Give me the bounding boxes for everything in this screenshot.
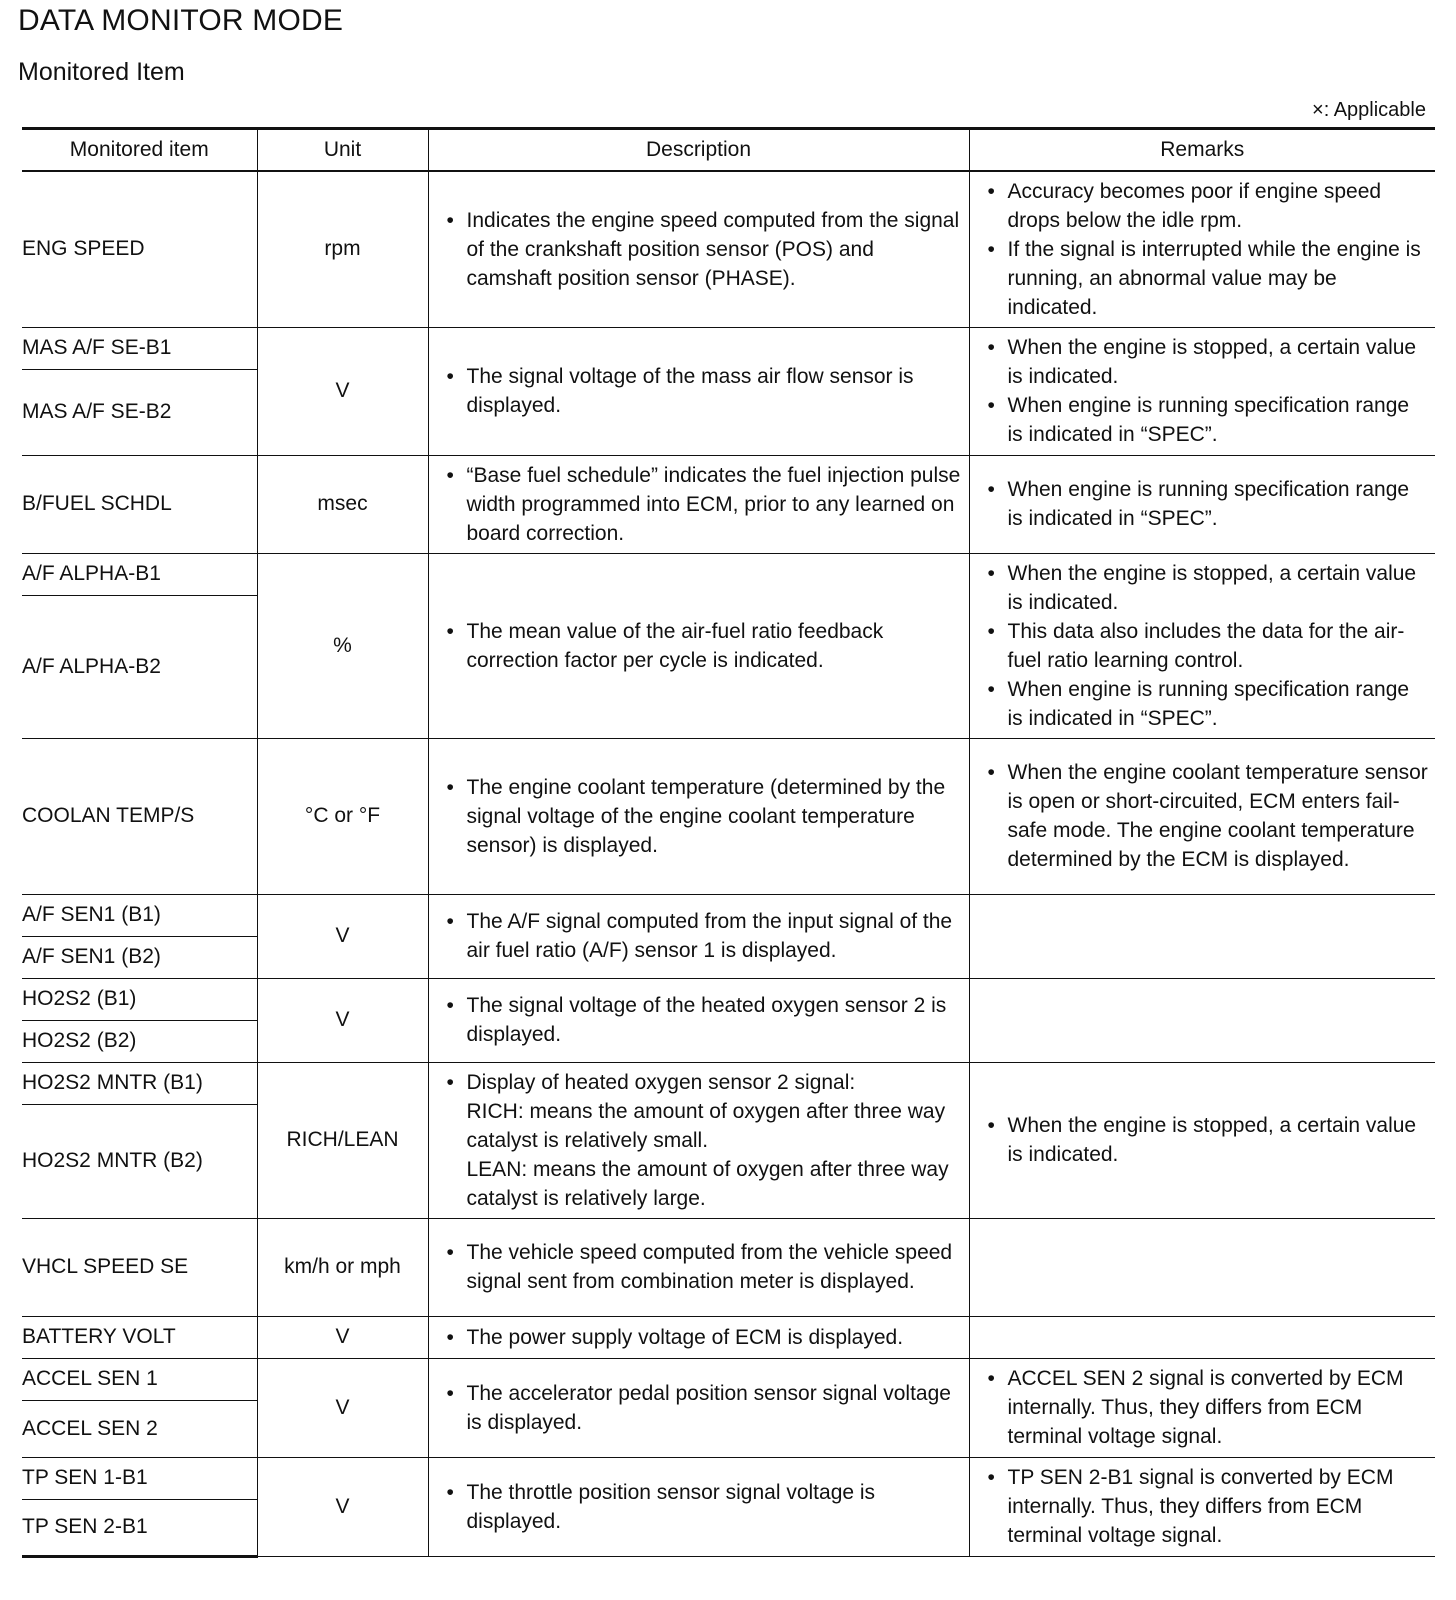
remarks-list [970,758,1436,874]
unit-cell: V [257,327,428,455]
description-list [429,773,969,860]
header-unit: Unit [257,129,428,172]
remark-bullet: • ACCEL SEN 2 signal is converted by ECM internally. Thus, they differs from ECM terminal voltage signal. [988,1364,1430,1451]
remarks-cell [969,1358,1435,1457]
remarks-cell [969,171,1435,327]
remarks-cell [969,978,1435,1062]
remarks-list [970,1364,1436,1451]
table-row [22,738,1435,894]
description-list [429,1478,969,1536]
description-list [429,1068,969,1213]
monitored-item-cell: COOLAN TEMP/S [22,738,257,894]
description-bullet: • The throttle position sensor signal voltage is displayed. [447,1478,963,1536]
description-bullet: • The power supply voltage of ECM is displayed. [447,1323,963,1352]
remarks-cell [969,455,1435,553]
table-header-row [22,129,1435,172]
description-list [429,907,969,965]
header-remarks: Remarks [969,129,1435,172]
remark-bullet: • When engine is running specification range is indicated in “SPEC”. [988,475,1430,533]
remark-bullet: • When engine is running specification range is indicated in “SPEC”. [988,675,1430,733]
description-cell [428,978,969,1062]
unit-cell: V [257,978,428,1062]
description-cell [428,327,969,455]
header-monitored-item: Monitored item [22,129,257,172]
table-row [22,455,1435,553]
description-list [429,617,969,675]
monitored-item-cell: HO2S2 MNTR (B2) [22,1104,257,1218]
remark-bullet: • TP SEN 2-B1 signal is converted by ECM internally. Thus, they differs from ECM terminal voltage signal. [988,1463,1430,1550]
table-row [22,1062,1435,1104]
monitored-item-cell: B/FUEL SCHDL [22,455,257,553]
remark-bullet: • This data also includes the data for the air-fuel ratio learning control. [988,617,1430,675]
description-list [429,362,969,420]
table-row [22,553,1435,595]
description-list [429,1323,969,1352]
unit-cell: % [257,553,428,738]
applicable-legend: ×: Applicable [1312,99,1426,121]
monitored-item-cell: HO2S2 (B1) [22,978,257,1020]
monitored-item-cell: VHCL SPEED SE [22,1218,257,1316]
remarks-list [970,177,1436,322]
remark-bullet: • When the engine is stopped, a certain value is indicated. [988,333,1430,391]
description-list [429,461,969,548]
description-bullet: • The accelerator pedal position sensor signal voltage is displayed. [447,1379,963,1437]
table-row [22,171,1435,327]
description-bullet: • The signal voltage of the heated oxygen sensor 2 is displayed. [447,991,963,1049]
remarks-cell [969,894,1435,978]
description-bullet: • The signal voltage of the mass air flow sensor is displayed. [447,362,963,420]
monitored-item-cell: MAS A/F SE-B1 [22,327,257,369]
description-cell [428,1316,969,1358]
monitored-item-cell: ACCEL SEN 2 [22,1400,257,1457]
remarks-list [970,559,1436,733]
description-cell [428,1062,969,1218]
remarks-cell [969,1062,1435,1218]
unit-cell: RICH/LEAN [257,1062,428,1218]
monitored-item-cell: A/F ALPHA-B2 [22,595,257,738]
description-cell [428,455,969,553]
remarks-list [970,1463,1436,1550]
unit-cell: V [257,894,428,978]
unit-cell: rpm [257,171,428,327]
unit-cell: V [257,1316,428,1358]
unit-cell: msec [257,455,428,553]
remarks-list [970,475,1436,533]
table-row [22,1316,1435,1358]
monitored-item-cell: TP SEN 1-B1 [22,1457,257,1499]
monitored-item-cell: A/F ALPHA-B1 [22,553,257,595]
description-cell [428,738,969,894]
description-cell [428,1218,969,1316]
description-bullet: • Indicates the engine speed computed from the signal of the crankshaft position sensor (POS) and camshaft position sensor (PHASE). [447,206,963,293]
monitored-item-cell: MAS A/F SE-B2 [22,369,257,455]
remark-bullet: • When the engine is stopped, a certain value is indicated. [988,1111,1430,1169]
remark-bullet: • If the signal is interrupted while the engine is running, an abnormal value may be indicated. [988,235,1430,322]
description-line: • Display of heated oxygen sensor 2 signal: [466,1070,856,1094]
description-bullet [447,1068,963,1213]
remarks-cell [969,1457,1435,1556]
unit-cell: km/h or mph [257,1218,428,1316]
remarks-list [970,1111,1436,1169]
description-bullet: • “Base fuel schedule” indicates the fuel injection pulse width programmed into ECM, prior to any learned on board correction. [447,461,963,548]
remarks-cell [969,553,1435,738]
table-row [22,978,1435,1020]
description-list [429,991,969,1049]
header-description: Description [428,129,969,172]
description-cell [428,1358,969,1457]
monitored-item-cell: HO2S2 MNTR (B1) [22,1062,257,1104]
remarks-cell [969,1316,1435,1358]
table-row [22,1218,1435,1316]
page-title: DATA MONITOR MODE [18,4,344,37]
monitored-item-table [22,127,1435,1558]
description-bullet: • The mean value of the air-fuel ratio feedback correction factor per cycle is indicated. [447,617,963,675]
table-row [22,894,1435,936]
description-cell [428,171,969,327]
monitored-item-cell: A/F SEN1 (B2) [22,936,257,978]
unit-cell: V [257,1358,428,1457]
monitored-item-cell: TP SEN 2-B1 [22,1499,257,1556]
description-bullet: • The A/F signal computed from the input signal of the air fuel ratio (A/F) sensor 1 is displayed. [447,907,963,965]
remark-bullet: • When the engine is stopped, a certain value is indicated. [988,559,1430,617]
remarks-cell [969,738,1435,894]
remarks-list [970,333,1436,449]
description-line: LEAN: means the amount of oxygen after three way catalyst is relatively large. [466,1157,949,1210]
table-row [22,327,1435,369]
description-list [429,206,969,293]
section-title: Monitored Item [18,58,185,86]
unit-cell: °C or °F [257,738,428,894]
remark-bullet: • Accuracy becomes poor if engine speed drops below the idle rpm. [988,177,1430,235]
remarks-cell [969,327,1435,455]
description-list [429,1379,969,1437]
table-row [22,1457,1435,1499]
monitored-item-cell: A/F SEN1 (B1) [22,894,257,936]
monitored-item-cell: HO2S2 (B2) [22,1020,257,1062]
description-cell [428,894,969,978]
monitored-item-cell: BATTERY VOLT [22,1316,257,1358]
monitored-item-cell: ACCEL SEN 1 [22,1358,257,1400]
description-line: RICH: means the amount of oxygen after three way catalyst is relatively small. [466,1099,946,1152]
description-list [429,1238,969,1296]
remark-bullet: • When engine is running specification range is indicated in “SPEC”. [988,391,1430,449]
description-cell [428,553,969,738]
table-row [22,1358,1435,1400]
description-cell [428,1457,969,1556]
remark-bullet: • When the engine coolant temperature sensor is open or short-circuited, ECM enters fail-safe mode. The engine coolant temperature determined by the ECM is displayed. [988,758,1430,874]
description-bullet: • The engine coolant temperature (determined by the signal voltage of the engine coolant temperature sensor) is displayed. [447,773,963,860]
monitored-item-cell: ENG SPEED [22,171,257,327]
table-body [22,171,1435,1556]
description-bullet: • The vehicle speed computed from the vehicle speed signal sent from combination meter is displayed. [447,1238,963,1296]
remarks-cell [969,1218,1435,1316]
unit-cell: V [257,1457,428,1556]
